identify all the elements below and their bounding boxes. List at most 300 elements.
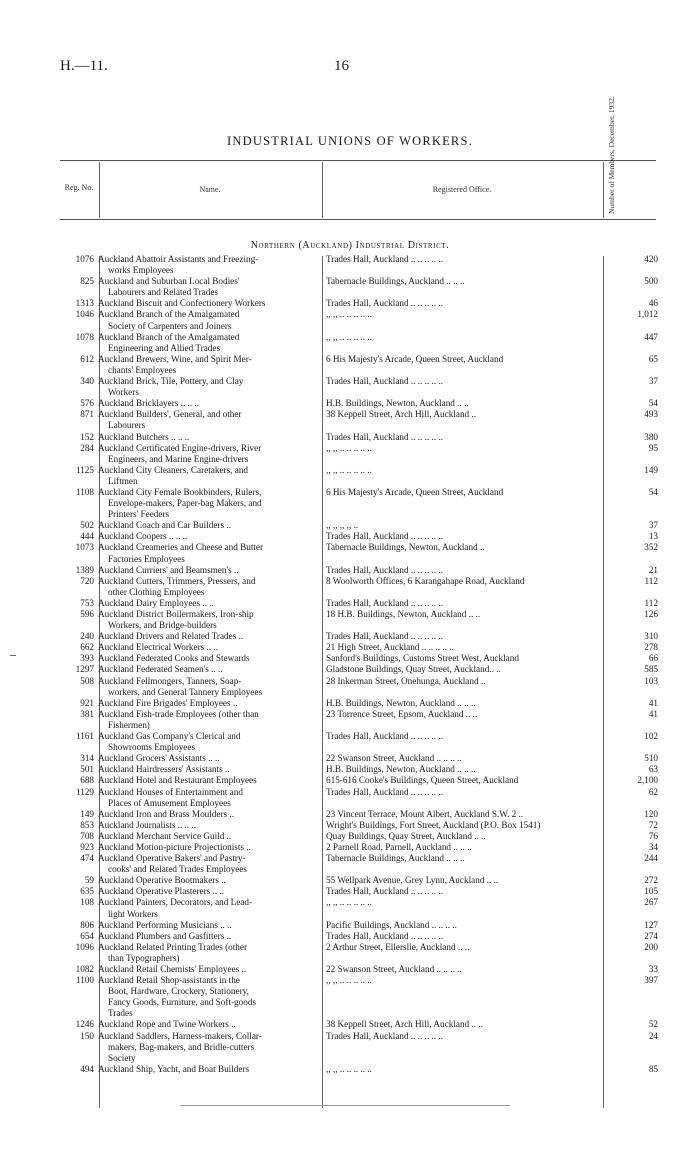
union-name bbox=[98, 487, 318, 520]
union-name bbox=[98, 309, 318, 331]
column-divider bbox=[99, 162, 100, 218]
registered-office: Trades Hall, Auckland .. .. .. .. .. bbox=[326, 298, 444, 309]
reg-number: 1096 bbox=[75, 941, 94, 952]
table-row bbox=[60, 542, 660, 564]
table-row bbox=[60, 354, 660, 376]
table-row bbox=[60, 964, 660, 975]
member-count: 103 bbox=[644, 675, 658, 686]
union-name bbox=[98, 531, 318, 542]
reg-number: 444 bbox=[80, 531, 94, 542]
member-count: 272 bbox=[644, 875, 658, 886]
reg-number: 753 bbox=[80, 597, 94, 608]
union-name-line: Fancy Goods, Furniture, and Soft-goods bbox=[108, 997, 257, 1008]
union-name-line: Places of Amusement Employees bbox=[108, 797, 231, 808]
union-name-line: Auckland Saddlers, Harness-makers, Collar- bbox=[98, 1030, 262, 1041]
union-name-line: Showrooms Employees bbox=[108, 742, 196, 753]
member-count: 274 bbox=[644, 930, 658, 941]
member-count: 1,012 bbox=[637, 309, 658, 320]
registered-office: 38 Keppell Street, Arch Hill, Auckland .. .. bbox=[326, 1019, 483, 1030]
union-name bbox=[98, 787, 318, 809]
table-row bbox=[60, 598, 660, 609]
union-name-line: other Clothing Employees bbox=[108, 586, 205, 597]
member-count: 493 bbox=[644, 409, 658, 420]
column-divider bbox=[322, 162, 323, 218]
reg-number: 240 bbox=[80, 631, 94, 642]
member-count: 72 bbox=[648, 819, 658, 830]
member-count: 126 bbox=[644, 609, 658, 619]
table-row bbox=[60, 676, 660, 698]
union-name bbox=[98, 942, 318, 964]
table-row bbox=[60, 731, 660, 753]
registered-office: ,, ,, .. .. .. .. .. bbox=[326, 309, 372, 320]
union-name-line: cooks' and Related Trades Employees bbox=[108, 864, 247, 875]
union-name-line: Auckland Coopers .. .. .. bbox=[98, 531, 188, 542]
union-name bbox=[98, 542, 318, 564]
table-row bbox=[60, 897, 660, 919]
union-name bbox=[98, 831, 318, 842]
page-number: 16 bbox=[334, 58, 349, 74]
union-name-line: Auckland Grocers' Assistants .. .. bbox=[98, 753, 220, 764]
member-count: 105 bbox=[644, 886, 658, 897]
registered-office: ,, ,, .. .. .. .. .. bbox=[326, 897, 372, 908]
union-name-line: Auckland Houses of Entertainment and bbox=[98, 786, 243, 797]
union-name bbox=[98, 920, 318, 931]
union-name-line: Engineering and Allied Trades bbox=[108, 342, 221, 353]
table-row bbox=[60, 787, 660, 809]
table-row bbox=[60, 709, 660, 731]
registered-office: 8 Woolworth Offices, 6 Karangahape Road, Auckland bbox=[326, 575, 525, 586]
column-header-reg: Reg. No. bbox=[64, 183, 94, 192]
table-row bbox=[60, 298, 660, 309]
member-count: 127 bbox=[644, 919, 658, 930]
union-name bbox=[98, 642, 318, 653]
union-name-line: Auckland Curriers' and Beamsmen's .. bbox=[98, 564, 239, 575]
reg-number: 393 bbox=[80, 653, 94, 664]
union-name-line: Trades bbox=[108, 1008, 133, 1019]
union-name-line: makers, Bag-makers, and Bridle-cutters bbox=[108, 1041, 255, 1052]
table-row bbox=[60, 809, 660, 820]
union-name-line: Auckland Dairy Employees .. .. bbox=[98, 597, 214, 608]
union-name-line: chants' Employees bbox=[108, 364, 177, 375]
table-row bbox=[60, 1064, 660, 1075]
member-count: 149 bbox=[644, 464, 658, 475]
union-name bbox=[98, 897, 318, 919]
union-name bbox=[98, 354, 318, 376]
union-name bbox=[98, 1031, 318, 1064]
member-count: 52 bbox=[648, 1019, 658, 1030]
union-name-line: Auckland Performing Musicians .. .. bbox=[98, 919, 232, 930]
registered-office: Trades Hall, Auckland .. .. .. .. .. bbox=[326, 254, 444, 264]
member-count: 24 bbox=[648, 1030, 658, 1041]
registered-office: ,, ,, .. .. .. .. .. bbox=[326, 464, 372, 475]
table-row bbox=[60, 409, 660, 431]
page-title: INDUSTRIAL UNIONS OF WORKERS. bbox=[227, 134, 473, 148]
column-header-name: Name. bbox=[199, 185, 221, 194]
table-row bbox=[60, 942, 660, 964]
union-name-line: Auckland Abattoir Assistants and Freezing- bbox=[98, 254, 259, 264]
registered-office: 21 High Street, Auckland .. .. .. .. .. bbox=[326, 642, 454, 653]
registered-office: H.B. Buildings, Newton, Auckland .. .. .. bbox=[326, 764, 476, 775]
union-name-line: Engineers, and Marine Engine-drivers bbox=[108, 453, 249, 464]
union-name-line: workers, and General Tannery Employees bbox=[108, 686, 263, 697]
table-row bbox=[60, 975, 660, 1019]
table-row bbox=[60, 398, 660, 409]
member-count: 244 bbox=[644, 853, 658, 864]
union-name-line: Envelope-makers, Paper-bag Makers, and bbox=[108, 498, 262, 509]
union-name bbox=[98, 465, 318, 487]
union-name bbox=[98, 731, 318, 753]
table-row bbox=[60, 565, 660, 576]
reg-number: 1297 bbox=[75, 664, 94, 675]
union-name-line: Auckland District Boilermakers, Iron-ship bbox=[98, 609, 254, 619]
registered-office: Trades Hall, Auckland .. .. .. .. .. bbox=[326, 886, 444, 897]
reg-number: 314 bbox=[80, 753, 94, 764]
union-name-line: Auckland Operative Plasterers .. .. bbox=[98, 886, 225, 897]
union-name-line: Auckland Operative Bakers' and Pastry- bbox=[98, 853, 246, 864]
member-count: 447 bbox=[644, 331, 658, 342]
union-name-line: Auckland City Female Bookbinders, Rulers, bbox=[98, 486, 262, 497]
table-row bbox=[60, 1031, 660, 1064]
table-row bbox=[60, 465, 660, 487]
reg-number: 923 bbox=[80, 841, 94, 852]
union-name bbox=[98, 332, 318, 354]
union-name bbox=[98, 753, 318, 764]
registered-office: H.B. Buildings, Newton, Auckland .. .. .. bbox=[326, 697, 476, 708]
table-row bbox=[60, 875, 660, 886]
union-table bbox=[60, 254, 660, 1075]
table-row bbox=[60, 432, 660, 443]
reg-number: 1100 bbox=[75, 975, 94, 986]
union-name-line: Printers' Feeders bbox=[108, 509, 170, 520]
registered-office: Trades Hall, Auckland .. .. .. .. .. bbox=[326, 597, 444, 608]
registered-office: Sanford's Buildings, Customs Street West, Auckland bbox=[326, 653, 519, 664]
table-row bbox=[60, 842, 660, 853]
union-name bbox=[98, 775, 318, 786]
reg-number: 381 bbox=[80, 708, 94, 719]
union-name-line: Auckland Retail Chemists' Employees .. bbox=[98, 964, 247, 974]
registered-office: 6 His Majesty's Arcade, Queen Street, Auckland bbox=[326, 486, 504, 497]
reg-number: 853 bbox=[80, 819, 94, 830]
table-row bbox=[60, 920, 660, 931]
table-row bbox=[60, 631, 660, 642]
union-name-line: Society bbox=[108, 1052, 136, 1063]
union-name-line: Auckland Branch of the Amalgamated bbox=[98, 309, 240, 320]
union-name-line: Liftmen bbox=[108, 475, 138, 486]
union-name bbox=[98, 376, 318, 398]
reg-number: 501 bbox=[80, 764, 94, 775]
registered-office: 22 Swanson Street, Auckland .. .. .. .. bbox=[326, 753, 462, 764]
reg-number: 1313 bbox=[75, 298, 94, 309]
reg-number: 688 bbox=[80, 775, 94, 786]
table-row bbox=[60, 853, 660, 875]
registered-office: 615-616 Cooke's Buildings, Queen Street, Auckland bbox=[326, 775, 519, 786]
table-bottom-rule bbox=[180, 1105, 510, 1106]
member-count: 267 bbox=[644, 897, 658, 908]
reg-number: 612 bbox=[80, 353, 94, 364]
member-count: 33 bbox=[648, 964, 658, 974]
registered-office: H.B. Buildings, Newton, Auckland .. .. bbox=[326, 398, 469, 409]
table-row bbox=[60, 443, 660, 465]
member-count: 63 bbox=[648, 764, 658, 775]
registered-office: ,, ,, .. .. .. .. .. bbox=[326, 975, 372, 986]
union-name-line: Auckland Rope and Twine Workers .. bbox=[98, 1019, 236, 1030]
member-count: 54 bbox=[648, 486, 658, 497]
registered-office: 28 Inkerman Street, Onehunga, Auckland .. bbox=[326, 675, 486, 686]
union-name-line: Fishermen) bbox=[108, 719, 150, 730]
registered-office: 55 Wellpark Avenue, Grey Lynn, Auckland .. .. bbox=[326, 875, 499, 886]
union-name bbox=[98, 886, 318, 897]
table-row bbox=[60, 531, 660, 542]
registered-office: Quay Buildings, Quay Street, Auckland .. .. bbox=[326, 830, 486, 841]
member-count: 310 bbox=[644, 631, 658, 642]
reg-number: 708 bbox=[80, 830, 94, 841]
table-row bbox=[60, 831, 660, 842]
table-row bbox=[60, 820, 660, 831]
reg-number: 825 bbox=[80, 276, 94, 287]
union-name bbox=[98, 432, 318, 443]
union-name-line: Auckland Operative Bootmakers .. bbox=[98, 875, 226, 886]
registered-office: Trades Hall, Auckland .. .. .. .. .. bbox=[326, 631, 444, 642]
union-name-line: Auckland Plumbers and Gasfitters .. bbox=[98, 930, 232, 941]
reg-number: 1161 bbox=[75, 731, 94, 742]
union-name-line: Auckland Retail Shop-assistants in the bbox=[98, 975, 240, 986]
reg-number: 494 bbox=[80, 1063, 94, 1074]
registered-office: 22 Swanson Street, Auckland .. .. .. .. bbox=[326, 964, 462, 974]
union-name bbox=[98, 565, 318, 576]
union-name-line: Auckland Gas Company's Clerical and bbox=[98, 731, 241, 742]
member-count: 2,100 bbox=[637, 775, 658, 786]
reg-number: 508 bbox=[80, 675, 94, 686]
member-count: 37 bbox=[648, 376, 658, 387]
column-divider bbox=[603, 162, 604, 218]
reg-number: 1108 bbox=[75, 486, 94, 497]
reg-number: 340 bbox=[80, 376, 94, 387]
union-name-line: Auckland City Cleaners, Caretakers, and bbox=[98, 464, 249, 475]
union-name-line: Auckland Builders', General, and other bbox=[98, 409, 242, 420]
reg-number: 284 bbox=[80, 442, 94, 453]
union-name bbox=[98, 842, 318, 853]
union-name-line: Auckland Related Printing Trades (other bbox=[98, 941, 248, 952]
margin-mark bbox=[10, 655, 16, 656]
member-count: 13 bbox=[648, 531, 658, 542]
table-row bbox=[60, 775, 660, 786]
table-row bbox=[60, 309, 660, 331]
union-name-line: Auckland Drivers and Related Trades .. bbox=[98, 631, 244, 642]
member-count: 112 bbox=[644, 575, 658, 586]
union-name bbox=[98, 809, 318, 820]
registered-office: Trades Hall, Auckland .. .. .. .. .. bbox=[326, 731, 444, 742]
union-name-line: Workers bbox=[108, 387, 139, 398]
union-name-line: Auckland Fish-trade Employees (other than bbox=[98, 708, 259, 719]
union-name bbox=[98, 1019, 318, 1030]
member-count: 41 bbox=[648, 708, 658, 719]
registered-office: 38 Keppell Street, Arch Hill, Auckland .. bbox=[326, 409, 477, 420]
reg-number: 871 bbox=[80, 409, 94, 420]
union-name bbox=[98, 653, 318, 664]
member-count: 46 bbox=[648, 298, 658, 309]
union-name-line: Workers, and Bridge-builders bbox=[108, 620, 217, 631]
union-name-line: Auckland Iron and Brass Moulders .. bbox=[98, 808, 235, 819]
registered-office: Wright's Buildings, Fort Street, Auckland (P.O. Box 1541) bbox=[326, 819, 541, 830]
table-row bbox=[60, 1019, 660, 1030]
member-count: 510 bbox=[644, 753, 658, 764]
union-name bbox=[98, 875, 318, 886]
reg-number: 1073 bbox=[75, 542, 94, 553]
member-count: 54 bbox=[648, 398, 658, 409]
reg-number: 1125 bbox=[75, 464, 94, 475]
union-name-line: Auckland Butchers .. .. .. bbox=[98, 431, 190, 442]
table-row bbox=[60, 753, 660, 764]
member-count: 37 bbox=[648, 520, 658, 531]
union-name-line: Auckland Fellmongers, Tanners, Soap- bbox=[98, 675, 242, 686]
union-name bbox=[98, 676, 318, 698]
reg-number: 149 bbox=[80, 808, 94, 819]
reg-number: 1078 bbox=[75, 331, 94, 342]
table-row bbox=[60, 653, 660, 664]
union-name bbox=[98, 409, 318, 431]
registered-office: Tabernacle Buildings, Auckland .. .. .. bbox=[326, 853, 465, 864]
member-count: 420 bbox=[644, 254, 658, 264]
header-bottom-rule bbox=[60, 219, 656, 220]
reg-number: 1246 bbox=[75, 1019, 94, 1030]
reg-number: 150 bbox=[80, 1030, 94, 1041]
reg-number: 654 bbox=[80, 930, 94, 941]
union-name bbox=[98, 964, 318, 975]
union-name bbox=[98, 254, 318, 276]
member-count: 62 bbox=[648, 786, 658, 797]
union-name bbox=[98, 698, 318, 709]
reg-number: 806 bbox=[80, 919, 94, 930]
document-reference: H.—11. bbox=[60, 58, 108, 74]
union-name-line: Auckland Certificated Engine-drivers, River bbox=[98, 442, 262, 453]
union-name-line: Auckland Fire Brigades' Employees .. bbox=[98, 697, 238, 708]
union-name-line: Auckland Painters, Decorators, and Lead- bbox=[98, 897, 253, 908]
registered-office: Gladstone Buildings, Quay Street, Auckland.. .. bbox=[326, 664, 501, 675]
reg-number: 108 bbox=[80, 897, 94, 908]
union-name-line: Auckland Hotel and Restaurant Employees bbox=[98, 775, 257, 786]
union-name-line: than Typographers) bbox=[108, 952, 180, 963]
registered-office: Trades Hall, Auckland .. .. .. .. .. bbox=[326, 531, 444, 542]
union-name bbox=[98, 598, 318, 609]
registered-office: Trades Hall, Auckland .. .. .. .. .. bbox=[326, 1030, 444, 1041]
column-header-members: Number of Members, December, 1932. bbox=[607, 96, 616, 214]
member-count: 21 bbox=[648, 564, 658, 575]
union-name-line: Auckland Coach and Car Builders .. bbox=[98, 520, 231, 531]
table-row bbox=[60, 254, 660, 276]
member-count: 278 bbox=[644, 642, 658, 653]
union-name-line: Factories Employees bbox=[108, 553, 185, 564]
registered-office: Trades Hall, Auckland .. .. .. .. .. bbox=[326, 930, 444, 941]
union-name-line: Auckland and Suburban Local Bodies' bbox=[98, 276, 240, 287]
member-count: 380 bbox=[644, 431, 658, 442]
reg-number: 662 bbox=[80, 642, 94, 653]
registered-office: Trades Hall, Auckland .. .. .. .. .. bbox=[326, 786, 444, 797]
member-count: 65 bbox=[648, 353, 658, 364]
registered-office: ,, ,, .. .. .. .. .. bbox=[326, 1063, 372, 1074]
registered-office: ,, ,, .. .. .. .. .. bbox=[326, 331, 372, 342]
table-row bbox=[60, 698, 660, 709]
union-name-line: Auckland Brick, Tile, Pottery, and Clay bbox=[98, 376, 244, 387]
district-heading: Northern (Auckland) Industrial District. bbox=[250, 240, 450, 251]
reg-number: 635 bbox=[80, 886, 94, 897]
member-count: 34 bbox=[648, 841, 658, 852]
registered-office: Tabernacle Buildings, Auckland .. .. .. bbox=[326, 276, 465, 287]
union-name-line: works Employees bbox=[108, 265, 174, 276]
union-name-line: Auckland Ship, Yacht, and Boat Builders bbox=[98, 1063, 250, 1074]
reg-number: 921 bbox=[80, 697, 94, 708]
table-row bbox=[60, 886, 660, 897]
union-name bbox=[98, 1064, 318, 1075]
union-name-line: Auckland Biscuit and Confectionery Workers bbox=[98, 298, 266, 309]
reg-number: 576 bbox=[80, 398, 94, 409]
union-name-line: Auckland Branch of the Amalgamated bbox=[98, 331, 240, 342]
registered-office: Trades Hall, Auckland .. .. .. .. .. bbox=[326, 564, 444, 575]
union-name-line: Auckland Cutters, Trimmers, Pressers, and bbox=[98, 575, 256, 586]
member-count: 352 bbox=[644, 542, 658, 553]
table-row bbox=[60, 609, 660, 631]
reg-number: 1046 bbox=[75, 309, 94, 320]
union-name-line: Auckland Brewers, Wine, and Spirit Mer- bbox=[98, 353, 252, 364]
member-count: 66 bbox=[648, 653, 658, 664]
reg-number: 152 bbox=[80, 431, 94, 442]
union-name-line: Auckland Creameries and Cheese and Butter bbox=[98, 542, 264, 553]
member-count: 85 bbox=[648, 1063, 658, 1074]
member-count: 102 bbox=[644, 731, 658, 742]
union-name bbox=[98, 853, 318, 875]
registered-office: 2 Parnell Road, Parnell, Auckland .. .. .. bbox=[326, 841, 472, 852]
table-top-rule bbox=[60, 160, 656, 161]
union-name bbox=[98, 443, 318, 465]
union-name-line: Boot, Hardware, Crockery, Stationery, bbox=[108, 986, 249, 997]
union-name bbox=[98, 276, 318, 298]
union-name-line: Society of Carpenters and Joiners bbox=[108, 320, 232, 331]
table-row bbox=[60, 487, 660, 520]
reg-number: 596 bbox=[80, 609, 94, 619]
union-name bbox=[98, 520, 318, 531]
registered-office: 2 Arthur Street, Ellerslie, Auckland .. .. bbox=[326, 941, 470, 952]
member-count: 95 bbox=[648, 442, 658, 453]
registered-office: ,, ,, .. .. .. .. .. bbox=[326, 442, 372, 453]
table-row bbox=[60, 376, 660, 398]
union-name bbox=[98, 398, 318, 409]
union-name bbox=[98, 931, 318, 942]
registered-office: Trades Hall, Auckland .. .. .. .. .. bbox=[326, 431, 444, 442]
reg-number: 474 bbox=[80, 853, 94, 864]
registered-office: 23 Torrence Street, Epsom, Auckland .. .. bbox=[326, 708, 478, 719]
union-name-line: light Workers bbox=[108, 908, 158, 919]
table-row bbox=[60, 642, 660, 653]
registered-office: Trades Hall, Auckland .. .. .. .. .. bbox=[326, 376, 444, 387]
reg-number: 1389 bbox=[75, 564, 94, 575]
union-name bbox=[98, 709, 318, 731]
union-name-line: Auckland Federated Seamen's .. .. bbox=[98, 664, 223, 675]
column-header-office: Registered Office. bbox=[432, 185, 492, 194]
union-name bbox=[98, 975, 318, 1019]
union-name-line: Auckland Federated Cooks and Stewards bbox=[98, 653, 250, 664]
member-count: 120 bbox=[644, 808, 658, 819]
reg-number: 502 bbox=[80, 520, 94, 531]
union-name-line: Auckland Bricklayers .. .. .. bbox=[98, 398, 200, 409]
reg-number: 59 bbox=[84, 875, 94, 886]
registered-office: ,, ,, ,, ,, .. bbox=[326, 520, 359, 531]
registered-office: Tabernacle Buildings, Newton, Auckland .. bbox=[326, 542, 485, 553]
union-name-line: Auckland Electrical Workers .. .. bbox=[98, 642, 219, 653]
reg-number: 720 bbox=[80, 575, 94, 586]
union-name-line: Labourers bbox=[108, 420, 146, 431]
reg-number: 1076 bbox=[75, 254, 94, 264]
union-name bbox=[98, 631, 318, 642]
table-row bbox=[60, 276, 660, 298]
